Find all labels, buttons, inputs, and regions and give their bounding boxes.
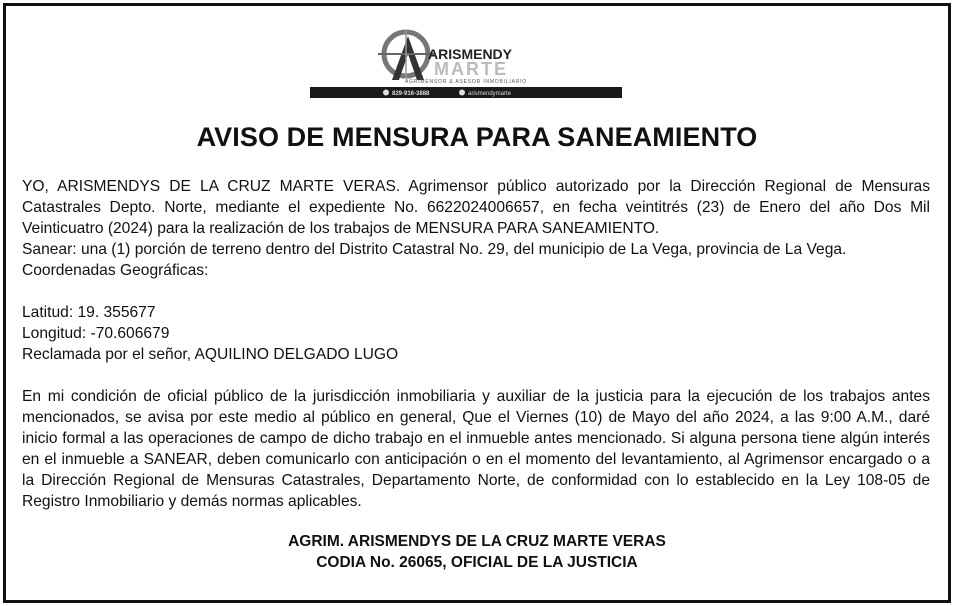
notice-body [22, 176, 930, 512]
sanear-paragraph: Sanear: una (1) porción de terreno dentro del Distrito Catastral No. 29, del municipio de La Vega, provincia de La Vega. [22, 241, 847, 258]
phone-icon [383, 90, 389, 96]
claimant: Reclamada por el señor, AQUILINO DELGADO LUGO [22, 346, 399, 363]
signature-credential: CODIA No. 26065, OFICIAL DE LA JUSTICIA [316, 554, 638, 571]
coordinates-heading: Coordenadas Geográficas: [22, 262, 209, 279]
latitude: Latitud: 19. 355677 [22, 304, 156, 321]
longitude: Longitud: -70.606679 [22, 325, 170, 342]
notice-paragraph: En mi condición de oficial público de la jurisdicción inmobiliaria y auxiliar de la justicia para la ejecución de los trabajos antes mencionados, se avisa por este medio al público en general, Que el Viernes (10) de Mayo del año 2024, a las 9:00 A.M., daré inicio formal a las operaciones de campo de dicho trabajo en el inmueble antes mencionado. Si alguna persona tiene algún interés en el inmueble a SANEAR, deben comunicarlo con anticipación o en el momento del levantamiento, al Agrimensor encargado o a la Dirección Regional de Mensuras Catastrales, Departamento Norte, de conformidad con lo establecido en la Ley 108-05 de Registro Inmobiliario y demás normas aplicables. [22, 388, 930, 510]
signature-name: AGRIM. ARISMENDYS DE LA CRUZ MARTE VERAS [288, 533, 666, 550]
surveyor-compass-logo [306, 28, 626, 102]
notice-title: AVISO DE MENSURA PARA SANEAMIENTO [196, 122, 758, 152]
logo-handle: arismendymarte [468, 91, 512, 97]
logo-phone: 829-916-3888 [392, 91, 430, 97]
notice-frame [3, 3, 951, 603]
instagram-icon [459, 90, 465, 96]
signature-block [6, 531, 948, 573]
logo-bar [310, 87, 622, 98]
intro-paragraph: YO, ARISMENDYS DE LA CRUZ MARTE VERAS. Agrimensor público autorizado por la Dirección Regional de Mensuras Catastrales Depto. Norte, mediante el expediente No. 6622024006657, en fecha veintitrés (23) de Enero del año Dos Mil Veinticuatro (2024) para la realización de los trabajos de MENSURA PARA SANEAMIENTO. [22, 178, 930, 237]
logo-name-top: ARISMENDY [428, 46, 513, 62]
logo-tagline: AGRIMENSOR & ASESOR INMOBILIARIO [404, 79, 528, 85]
logo-name-bottom: MARTE [434, 59, 508, 79]
